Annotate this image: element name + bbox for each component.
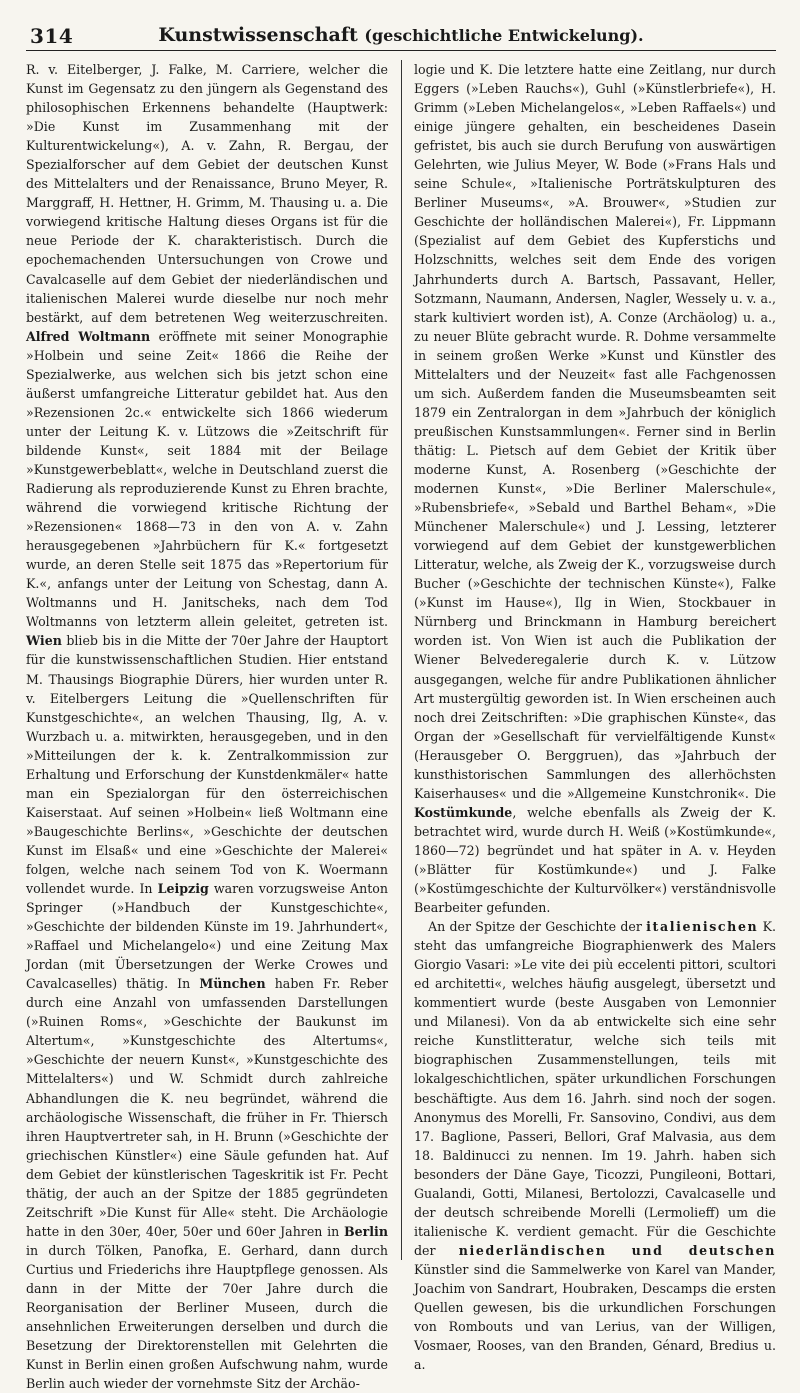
emphasis-term: italienischen <box>646 919 759 935</box>
text-run: logie und K. Die letztere hatte eine Zeitlang, nur durch Eggers (»Leben Rauchs«), Guhl (»Künstlerbriefe«), H. Grimm (»Leben Michelangelos«, »Leben Raffaels«) und einige jüngere gehalten, ein bescheidenes Dasein gefristet, bis auch sie durch Berufung von auswärtigen Gelehrten, wie Julius Meyer, W. Bode (»Frans Hals und seine Schule«, »Italienische Porträtskulpturen des Berliner Museums«, »A. Brouwer«, »Studien zur Geschichte der holländischen Malerei«), Fr. Lippmann (Spezialist auf dem Gebiet des Kupferstichs und Holzschnitts, welches seit dem Ende des vorigen Jahrhunderts durch A. Bartsch, Passavant, Heller, Sotzmann, Naumann, Andersen, Nagler, Wessely u. v. a., stark kultiviert worden ist), A. Conze (Archäolog) u. a., zu neuer Blüte gebracht wurde. R. Dohme versammelte in seinem großen Werke »Kunst und Künstler des Mittelalters und der Neuzeit« fast alle Fachgenossen um sich. Außerdem fanden die Museumsbeamten seit 1879 ein Zentralorgan in dem »Jahrbuch der königlich preußischen Kunstsammlungen«. Ferner sind in Berlin thätig: L. Pietsch auf dem Gebiet der Kritik über moderne Kunst, A. Rosenberg (»Geschichte der modernen Kunst«, »Die Berliner Malerschule«, »Rubensbriefe«, »Sebald und Barthel Beham«, »Die Münchener Malerschule«) und J. Lessing, letzterer vorwiegend auf dem Gebiet der kunstgewerblichen Litteratur, welche, als Zweig der K., vorzugsweise durch Bucher (»Geschichte der technischen Künste«), Falke (»Kunst im Hause«), Ilg in Wien, Stockbauer in Nürnberg und Brinckmann in Hamburg bereichert worden ist. Von Wien ist auch die Publikation der Wiener Belvederegalerie durch K. v. Lützow ausgegangen, welche für andre Publikationen ähnlicher Art mustergültig geworden ist. In Wien erscheinen auch noch drei Zeitschriften: »Die graphischen Künste«, das Organ der »Gesellschaft für vervielfältigende Kunst« (Herausgeber O. Berggruen), das »Jahrbuch der kunsthistorischen Sammlungen des allerhöchsten Kaiserhauses« und die »Allgemeine Kunstchronik«. Die <box>414 62 776 801</box>
text-run: in durch Tölken, Panofka, E. Gerhard, dann durch Curtius und Friederichs ihre Hauptpflege genossen. Als dann in der Mitte der 70er Jahre durch die Reorganisation der Berliner Museen, durch die ansehnlichen Erweiterungen derselben und durch die Besetzung der Direktorenstellen mit Gelehrten die Kunst in Berlin einen großen Aufschwung nahm, wurde Berlin auch wieder der vornehmste Sitz der Archäo- <box>26 1242 388 1392</box>
right-paragraph <box>414 60 776 917</box>
text-run: R. v. Eitelberger, J. Falke, M. Carriere, welcher die Kunst im Gegensatz zu den jüngern als Gegenstand des philosophischen Erkennens behandelte (Hauptwerk: »Die Kunst im Zusammenhang mit der Kulturentwickelung«), A. v. Zahn, R. Bergau, der Spezialforscher auf dem Gebiet der deutschen Kunst des Mittelalters und der Renaissance, Bruno Meyer, R. Marggraff, H. Hettner, H. Grimm, M. Thausing u. a. Die vorwiegend kritische Haltung dieses Organs ist für die neue Periode der K. charakteristisch. Durch die epochemachenden Untersuchungen von Crowe und Cavalcaselle auf dem Gebiet der niederländischen und italienischen Malerei wurde dieselbe nur noch mehr bestärkt, auf dem betretenen Weg weiterzuschreiten. <box>26 62 388 325</box>
text-run: eröffnete mit seiner Monographie »Holbein und seine Zeit« 1866 die Reihe der Spezialwerke, aus welchen sich bis jetzt schon eine äußerst umfangreiche Litteratur gebildet hat. Aus den »Rezensionen 2c.« entwickelte sich 1866 wiederum unter der Leitung K. v. Lützows die »Zeitschrift für bildende Kunst«, seit 1884 mit der Beilage »Kunstgewerbeblatt«, welche in Deutschland zuerst die Radierung als reproduzierende Kunst zu Ehren brachte, während die vorwiegend kritische Richtung der »Rezensionen« 1868—73 in den von A. v. Zahn herausgegebenen »Jahrbüchern für K.« fortgesetzt wurde, an deren Stelle seit 1875 das »Repertorium für K.«, anfangs unter der Leitung von Schestag, dann A. Woltmanns und H. Janitscheks, nach dem Tod Woltmanns von letzterm allein geleitet, getreten ist. <box>26 328 388 630</box>
text-run: An der Spitze der Geschichte der <box>428 919 642 935</box>
emphasis-term: Kostümkunde <box>414 804 513 820</box>
text-run: haben Fr. Reber durch eine Anzahl von umfassenden Darstellungen (»Ruinen Roms«, »Geschichte der Baukunst im Altertum«, »Kunstgeschichte des Altertums«, »Geschichte der neuern Kunst«, »Kunstgeschichte des Mittelalters«) und W. Schmidt durch zahlreiche Abhandlungen die K. neu begründet, während die archäologische Wissenschaft, die früher in Fr. Thiersch ihren Hauptvertreter sah, in H. Brunn (»Geschichte der griechischen Künstler«) eine Säule gefunden hat. Auf dem Gebiet der künstlerischen Tageskritik ist Fr. Pecht thätig, der auch an der Spitze der 1885 gegründeten Zeitschrift »Die Kunst für Alle« steht. Die Archäologie hatte in den 30er, 40er, 50er und 60er Jahren in <box>26 976 388 1239</box>
emphasis-place: Wien <box>26 633 62 649</box>
running-title <box>26 24 776 46</box>
text-run: Künstler sind die Sammelwerke von Karel van Mander, Joachim von Sandrart, Houbraken, Descamps die ersten Quellen gewesen, bis die urkundlichen Forschungen von Rombouts und van Lerius, van der Willigen, Vosmaer, Rooses, van den Branden, Génard, Bredius u. a. <box>414 1261 776 1373</box>
emphasis-place: Berlin <box>343 1223 388 1239</box>
emphasis-term: niederländischen und deutschen <box>458 1242 776 1258</box>
left-column <box>26 60 388 1392</box>
text-run: blieb bis in die Mitte der 70er Jahre der Hauptort für die kunstwissenschaftlichen Studien. Hier entstand M. Thausings Biographie Dürers, hier wurden unter R. v. Eitelbergers Leitung die »Quellenschriften für Kunstgeschichte«, an welchen Thausing, Ilg, A. v. Wurzbach u. a. mitwirkten, herausgegeben, und in den »Mitteilungen der k. k. Zentralkommission zur Erhaltung und Erforschung der Kunstdenkmäler« hatte man ein Spezialorgan für den österreichischen Kaiserstaat. Auf seinen »Holbein« ließ Woltmann eine »Baugeschichte Berlins«, »Geschichte der deutschen Kunst im Elsaß« und eine »Geschichte der Malerei« folgen, welche nach seinem Tod von K. Woermann vollendet wurde. In <box>26 633 388 897</box>
emphasis-place: München <box>199 976 266 992</box>
running-title-subtitle: (geschichtliche Entwickelung). <box>364 26 644 45</box>
column-divider <box>401 60 402 1260</box>
emphasis-name: Alfred Woltmann <box>26 328 151 344</box>
right-paragraph <box>414 917 776 1374</box>
left-paragraph <box>26 60 388 1393</box>
text-run: , welche ebenfalls als Zweig der K. betrachtet wird, wurde durch H. Weiß (»Kostümkunde«, 1860—72) begründet und hat später in A. v. Heyden (»Blätter für Kostümkunde«) und J. Falke (»Kostümgeschichte der Kulturvölker«) verständnisvolle Bearbeiter gefunden. <box>414 804 776 916</box>
running-title-main: Kunstwissenschaft <box>158 24 358 46</box>
page-number: 314 <box>30 24 74 48</box>
text-run: K. steht das umfangreiche Biographienwerk des Malers Giorgio Vasari: »Le vite dei più eccelenti pittori, scultori ed architetti«, welches häufig ausgelegt, übersetzt und kommentiert wurde (beste Ausgaben von Lemonnier und Milanesi). Von da ab entwickelte sich eine sehr reiche Kunstlitteratur, welche sich teils mit biographischen Zusammenstellungen, teils mit lokalgeschichtlichen, später urkundlichen Forschungen beschäftigte. Aus dem 16. Jahrh. sind noch der sogen. Anonymus des Morelli, Fr. Sansovino, Condivi, aus dem 17. Baglione, Passeri, Bellori, Graf Malvasia, aus dem 18. Baldinucci zu nennen. Im 19. Jahrh. haben sich besonders der Däne Gaye, Ticozzi, Pungileoni, Bottari, Gualandi, Gotti, Milanesi, Bertolozzi, Cavalcaselle und der deutsch schreibende Morelli (Lermolieff) um die italienische K. verdient gemacht. Für die Geschichte der <box>414 919 776 1258</box>
emphasis-place: Leipzig <box>157 881 209 897</box>
right-column <box>414 60 776 1373</box>
running-header <box>26 10 776 51</box>
text-run: waren vorzugsweise Anton Springer (»Handbuch der Kunstgeschichte«, »Geschichte der bildenden Künste im 19. Jahrhundert«, »Raffael und Michelangelo«) und eine Zeitung Max Jordan (mit Übersetzungen der Werke Crowes und Cavalcaselles) thätig. In <box>26 881 388 992</box>
